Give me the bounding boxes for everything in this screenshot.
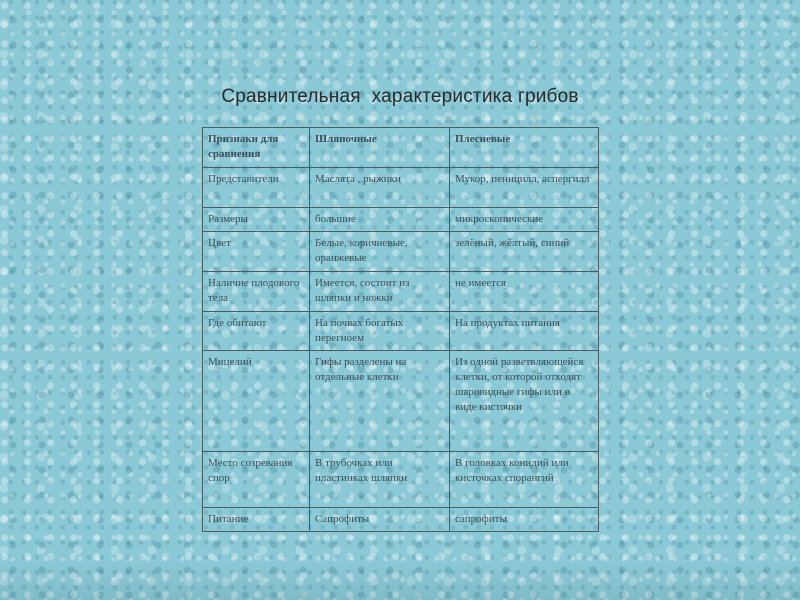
header-cell-mold-fungi: Плесневые (450, 128, 599, 168)
table-row (203, 208, 599, 232)
table-row (203, 508, 599, 532)
table-cell: Место созревания спор (203, 452, 310, 508)
table-row (203, 232, 599, 272)
table-cell: Наличие плодового тела (203, 272, 310, 312)
table-cell: Из одной разветвляющейся клетки, от которой отходят шаровидные гифы или в виде кисточки (450, 351, 599, 452)
table-row (203, 452, 599, 508)
table-row (203, 351, 599, 452)
table-cell: На почвах богатых перегноем (310, 312, 450, 351)
header-cell-criteria: Признаки для сравнения (203, 128, 310, 168)
table-cell: В головках конидий или кисточках спорангий (450, 452, 599, 508)
table-row (203, 168, 599, 208)
table-cell: микроскопические (450, 208, 599, 232)
table-cell: Маслята , рыжики (310, 168, 450, 208)
table-cell: Имеется, состоит из шляпки и ножки (310, 272, 450, 312)
header-cell-cap-fungi: Шляпочные (310, 128, 450, 168)
table-cell: Где обитают (203, 312, 310, 351)
table-row (203, 312, 599, 351)
table-cell: зелёный, жёлтый, синий (450, 232, 599, 272)
table-cell: Представители (203, 168, 310, 208)
comparison-table (202, 127, 599, 532)
table-cell: не имеется (450, 272, 599, 312)
table-cell: Гифы разделены на отдельные клетки (310, 351, 450, 452)
table-cell: Белые, коричневые, оранжевые (310, 232, 450, 272)
table-row (203, 272, 599, 312)
table-cell: В трубочках или пластинках шляпки (310, 452, 450, 508)
background-shade (0, 560, 800, 600)
table-cell: На продуктах питания (450, 312, 599, 351)
table-cell: Размеры (203, 208, 310, 232)
slide-title: Сравнительная характеристика грибов (221, 86, 579, 107)
table-cell: Мицелий (203, 351, 310, 452)
table-cell: Цвет (203, 232, 310, 272)
table-header-row (203, 128, 599, 168)
table-cell: Сапрофиты (310, 508, 450, 532)
table-cell: Мукор, пеницилл, аспергилл (450, 168, 599, 208)
table-cell: сапрофиты (450, 508, 599, 532)
table-cell: большие (310, 208, 450, 232)
table-cell: Питание (203, 508, 310, 532)
